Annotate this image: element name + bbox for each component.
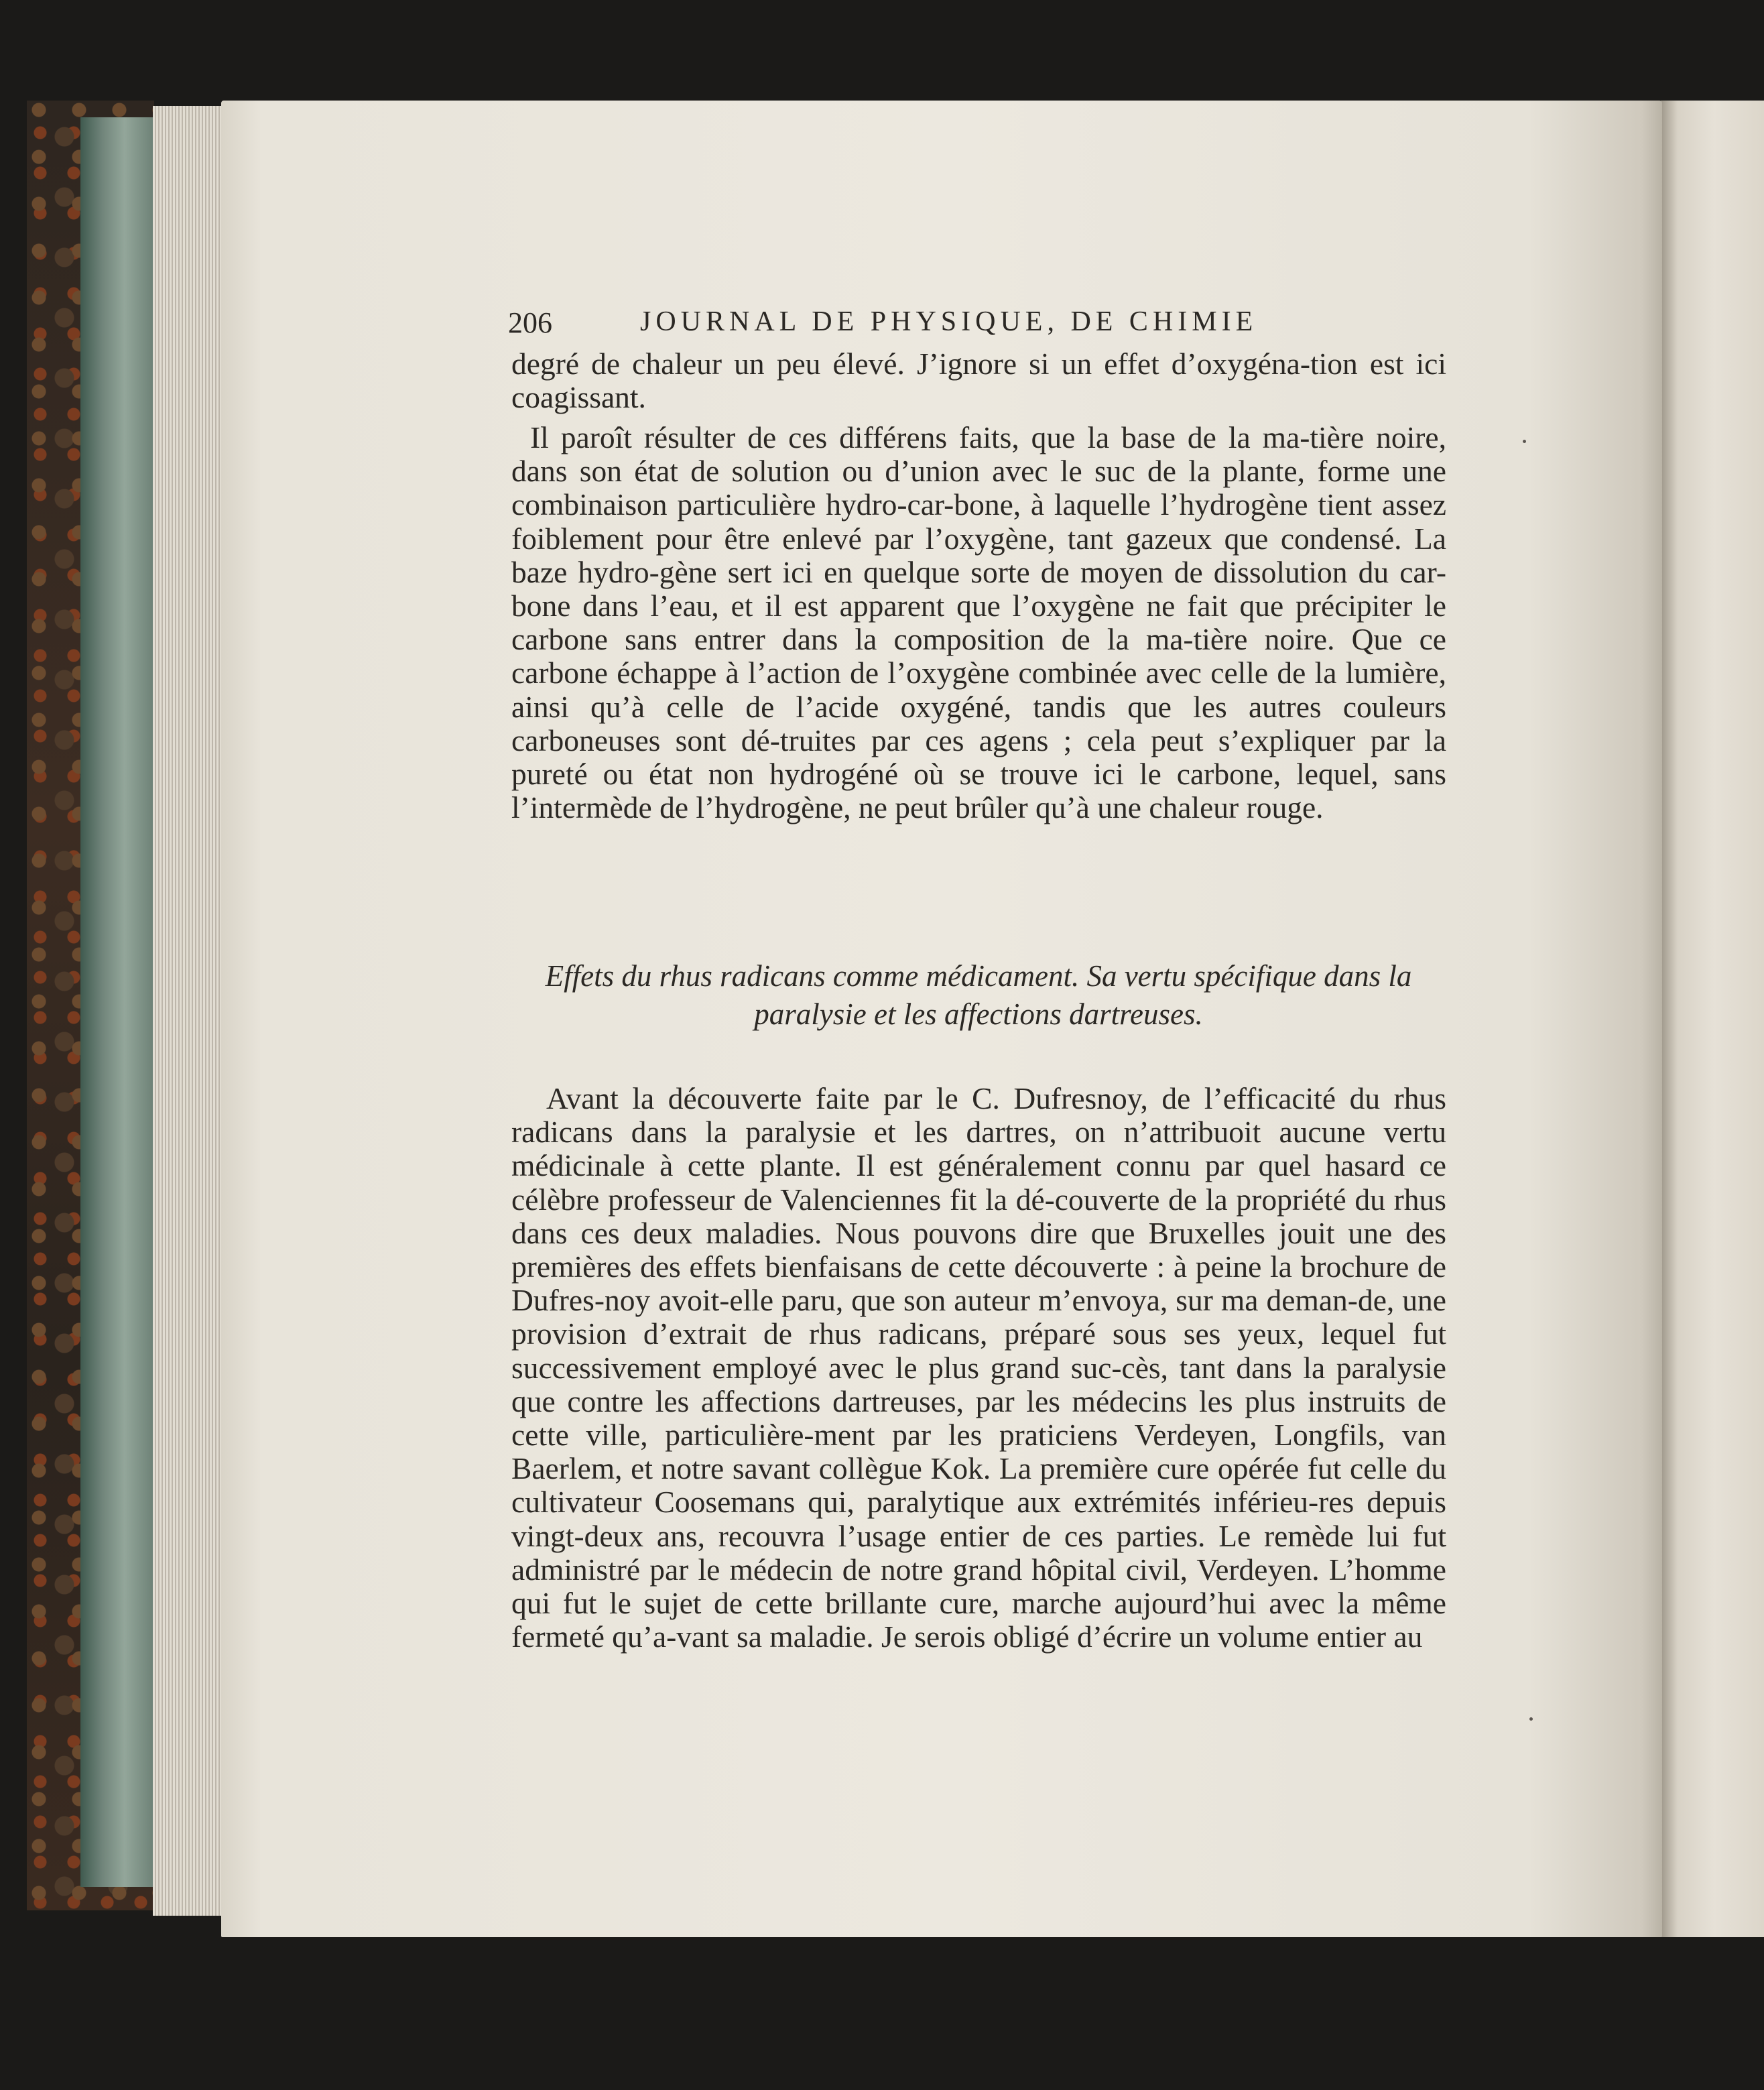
section-heading: Effets du rhus radicans comme médicament. Sa vertu spécifique dans la paralysie et les affections dartreuses. xyxy=(545,959,1412,1031)
body-paragraph: Avant la découverte faite par le C. Dufresnoy, de l’efficacité du rhus radicans dans la paralysie et les dartres, on n’attribuoit aucune vertu médicinale à cette plante. Il est généralement connu par quel hasard ce célèbre professeur de Valenciennes fit la dé-couverte de la propriété du rhus dans ces deux maladies. Nous pouvons dire que Bruxelles jouit une des premières des effets bienfaisans de cette découverte : à peine la brochure de Dufres-noy avoit-elle paru, que son auteur m’envoya, sur ma deman-de, une provision d’extrait de rhus radicans, préparé sous ses yeux, lequel fut successivement employé avec le plus grand suc-cès, tant dans la paralysie que contre les affections dartreuses, par les médecins les plus instruits de cette ville, particulière-ment par les praticiens Verdeyen, Longfils, van Baerlem, et notre savant collègue Kok. La première cure opérée fut celle du cultivateur Coosemans qui, paralytique aux extrémités inférieu-res depuis vingt-deux ans, recouvra l’usage entier de ces parties. Le remède lui fut administré par le médecin de notre grand hôpital civil, Verdeyen. L’homme qui fut le sujet de cette brillante cure, marche aujourd’hui avec la même fermeté qu’a-vant sa maladie. Je serois obligé d’écrire un volume entier au xyxy=(511,1081,1446,1654)
running-head: JOURNAL DE PHYSIQUE, DE CHIMIE xyxy=(640,306,1258,337)
page-speck xyxy=(1523,440,1526,443)
page-edges xyxy=(153,106,227,1916)
book-edge-green xyxy=(80,117,154,1887)
page-number: 206 xyxy=(508,306,552,339)
page-speck xyxy=(1529,1717,1533,1721)
paragraph: Il paroît résulter de ces différens faits, que la base de la ma-tière noire, dans son état de solution ou d’union avec le suc de la plante, forme une combinaison particulière hydro-car-bone, à laquelle l’hydrogène tient assez foiblement pour être enlevé par l’oxygène, tant gazeux que condensé. La baze hydro-gène sert ici en quelque sorte de moyen de dissolution du car-bone dans l’eau, et il est apparent que l’oxygène ne fait que précipiter le carbone sans entrer dans la composition de la ma-tière noire. Que ce carbone échappe à l’action de l’oxygène combinée avec celle de la lumière, ainsi qu’à celle de l’acide oxygéné, tandis que les autres couleurs carboneuses sont dé-truites par ces agens ; cela peut s’expliquer par la pureté ou état non hydrogéné où se trouve ici le carbone, lequel, sans l’intermède de l’hydrogène, ne peut brûler qu’à une chaleur rouge. xyxy=(511,420,1446,825)
paragraph: degré de chaleur un peu élevé. J’ignore si un effet d’oxygéna-tion est ici coagissant. xyxy=(511,347,1446,415)
facing-page-edge xyxy=(1661,101,1764,1937)
